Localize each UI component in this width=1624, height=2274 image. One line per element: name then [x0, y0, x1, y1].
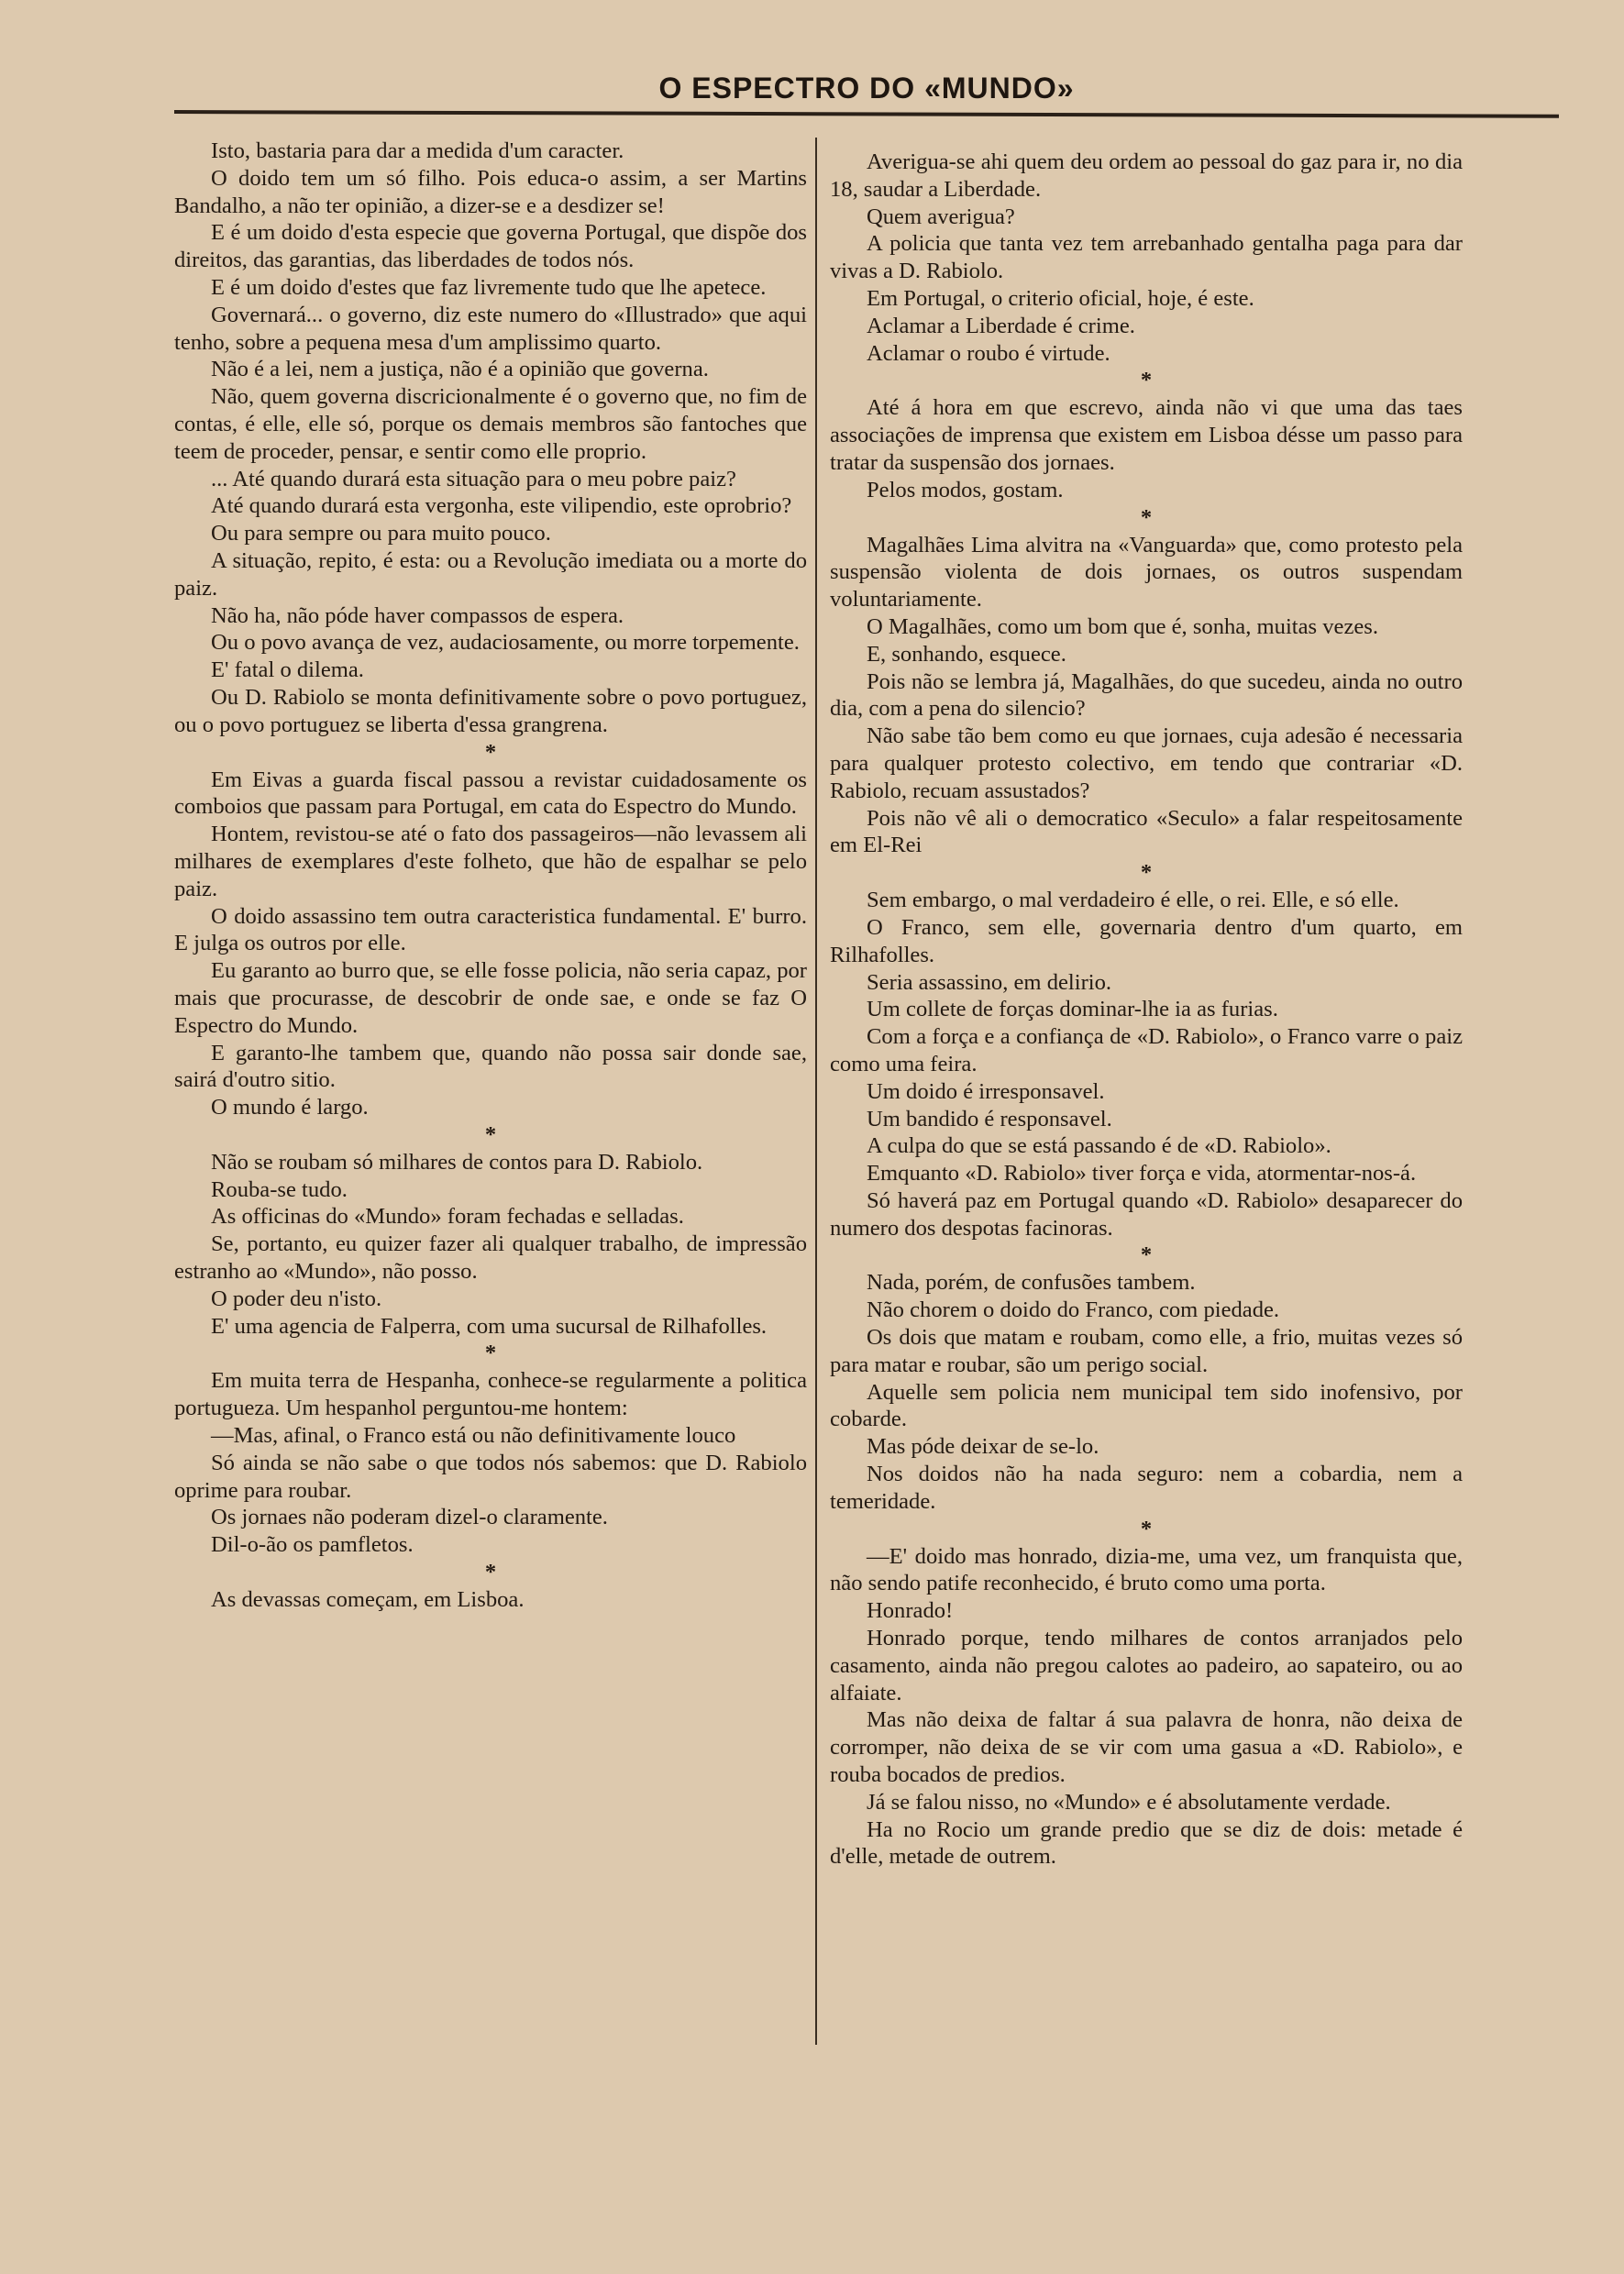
article-paragraph: Nos doidos não ha nada seguro: nem a cobardia, nem a temeridade.: [830, 1462, 1463, 1514]
article-paragraph: ... Até quando durará esta situação para o meu pobre paiz?: [211, 466, 736, 491]
article-paragraph: E é um doido d'estes que faz livremente tudo que lhe apetece.: [211, 274, 767, 300]
right-column: [830, 149, 1463, 1871]
section-separator: *: [484, 1560, 497, 1585]
article-paragraph: Aquelle sem policia nem municipal tem sido inofensivo, por cobarde.: [830, 1379, 1463, 1432]
article-paragraph: Nada, porém, de confusões tambem.: [867, 1270, 1196, 1296]
left-column: [174, 138, 807, 1614]
article-paragraph: Em Eivas a guarda fiscal passou a revistar cuidadosamente os comboios que passam para Portugal, em cata do Espectro do Mundo.: [174, 767, 807, 820]
article-paragraph: Magalhães Lima alvitra na «Vanguarda» que, como protesto pela suspensão violenta de dois jornaes, os outros suspendam voluntariamente.: [830, 532, 1463, 613]
article-paragraph: Eu garanto ao burro que, se elle fosse policia, não seria capaz, por mais que procurasse, de descobrir de onde sae, e onde se faz O Espectro do Mundo.: [174, 958, 807, 1038]
article-paragraph: Um collete de forças dominar-lhe ia as furias.: [867, 997, 1278, 1022]
article-paragraph: O mundo é largo.: [211, 1095, 369, 1120]
section-separator: *: [484, 739, 497, 765]
article-paragraph: As devassas começam, em Lisboa.: [211, 1587, 525, 1613]
section-separator: *: [484, 1121, 497, 1147]
article-paragraph: Aclamar o roubo é virtude.: [867, 340, 1110, 366]
article-paragraph: Sem embargo, o mal verdadeiro é elle, o rei. Elle, e só elle.: [867, 888, 1399, 913]
article-paragraph: Dil-o-ão os pamfletos.: [211, 1532, 414, 1558]
article-paragraph: Só haverá paz em Portugal quando «D. Rabiolo» desaparecer do numero dos despotas facinoras.: [830, 1187, 1463, 1241]
article-paragraph: Até á hora em que escrevo, ainda não vi que uma das taes associações de imprensa que existem em Lisboa désse um passo para tratar da suspensão dos jornaes.: [830, 395, 1463, 475]
page-header-title: O ESPECTRO DO «MUNDO»: [658, 72, 1075, 105]
article-paragraph: Hontem, revistou-se até o fato dos passageiros—não levassem ali milhares de exemplares d'este folheto, que hão de espalhar se pelo paiz.: [174, 822, 807, 901]
article-paragraph: Pois não vê ali o democratico «Seculo» a falar respeitosamente em El-Rei: [830, 805, 1463, 858]
article-paragraph: Ou o povo avança de vez, audaciosamente, ou morre torpemente.: [211, 630, 800, 656]
article-paragraph: Honrado!: [867, 1598, 954, 1624]
article-paragraph: Um doido é irresponsavel.: [867, 1078, 1105, 1104]
article-paragraph: Se, portanto, eu quizer fazer ali qualquer trabalho, de impressão estranho ao «Mundo», não posso.: [174, 1231, 807, 1285]
article-paragraph: Não chorem o doido do Franco, com piedade.: [867, 1297, 1280, 1323]
article-paragraph: Ou para sempre ou para muito pouco.: [211, 521, 551, 546]
section-separator: *: [1140, 504, 1153, 530]
article-paragraph: Os dois que matam e roubam, como elle, a frio, muitas vezes só para matar e roubar, são um perigo social.: [830, 1325, 1463, 1377]
article-paragraph: Não sabe tão bem como eu que jornaes, cuja adesão é necessaria para qualquer protesto colectivo, em tendo que contrariar «D. Rabiolo, recuam assustados?: [830, 723, 1463, 803]
article-paragraph: E, sonhando, esquece.: [867, 641, 1066, 667]
article-paragraph: Mas não deixa de faltar á sua palavra de honra, não deixa de corromper, não deixa de se vir com uma gasua a «D. Rabiolo», e rouba bocados de predios.: [830, 1707, 1463, 1788]
section-separator: *: [1140, 1516, 1153, 1541]
article-paragraph: O poder deu n'isto.: [211, 1286, 382, 1311]
article-paragraph: Mas póde deixar de se-lo.: [867, 1434, 1099, 1460]
article-paragraph: E é um doido d'esta especie que governa Portugal, que dispõe dos direitos, das garantias, das liberdades de todos nós.: [174, 220, 807, 273]
article-paragraph: Já se falou nisso, no «Mundo» e é absolutamente verdade.: [867, 1789, 1391, 1815]
article-paragraph: A situação, repito, é esta: ou a Revolução imediata ou a morte do paiz.: [174, 547, 807, 601]
section-separator: *: [1140, 1242, 1153, 1268]
article-paragraph: Só ainda se não sabe o que todos nós sabemos: que D. Rabiolo oprime para roubar.: [174, 1450, 807, 1503]
article-paragraph: Honrado porque, tendo milhares de contos arranjados pelo casamento, ainda não pregou calotes ao padeiro, ao sapateiro, ou ao alfaiate.: [830, 1626, 1463, 1706]
article-paragraph: Em Portugal, o criterio oficial, hoje, é este.: [867, 285, 1254, 311]
article-paragraph: Rouba-se tudo.: [211, 1176, 348, 1202]
article-paragraph: —Mas, afinal, o Franco está ou não definitivamente louco: [211, 1423, 736, 1449]
article-paragraph: Ou D. Rabiolo se monta definitivamente sobre o povo portuguez, ou o povo portuguez se liberta d'essa grangrena.: [174, 684, 807, 737]
article-paragraph: Aclamar a Liberdade é crime.: [867, 313, 1135, 338]
article-paragraph: Os jornaes não poderam dizel-o claramente.: [211, 1505, 608, 1530]
article-paragraph: Não é a lei, nem a justiça, não é a opinião que governa.: [211, 357, 709, 382]
article-paragraph: O doido assassino tem outra caracteristica fundamental. E' burro. E julga os outros por elle.: [174, 903, 807, 956]
article-paragraph: —E' doido mas honrado, dizia-me, uma vez, um franquista que, não sendo patife reconhecido, é bruto como uma porta.: [830, 1543, 1463, 1596]
article-paragraph: Seria assassino, em delirio.: [867, 969, 1112, 995]
article-paragraph: O Magalhães, como um bom que é, sonha, muitas vezes.: [867, 613, 1379, 639]
header-rule: [174, 110, 1559, 118]
article-paragraph: Ha no Rocio um grande predio que se diz de dois: metade é d'elle, metade de outrem.: [830, 1816, 1463, 1870]
article-paragraph: Até quando durará esta vergonha, este vilipendio, este oprobrio?: [211, 493, 792, 519]
article-paragraph: Um bandido é responsavel.: [867, 1106, 1112, 1131]
article-paragraph: Governará... o governo, diz este numero do «Illustrado» que aqui tenho, sobre a pequena mesa d'um amplissimo quarto.: [174, 302, 807, 355]
article-paragraph: Em muita terra de Hespanha, conhece-se regularmente a politica portugueza. Um hespanhol perguntou-me hontem:: [174, 1368, 807, 1421]
article-paragraph: Não ha, não póde haver compassos de espera.: [211, 602, 624, 628]
section-separator: *: [484, 1341, 497, 1366]
article-paragraph: Pelos modos, gostam.: [867, 477, 1064, 502]
article-paragraph: Não, quem governa discricionalmente é o governo que, no fim de contas, é elle, elle só, porque os demais membros são fantoches que teem de proceder, pensar, e sentir como elle proprio.: [174, 384, 807, 464]
article-paragraph: Averigua-se ahi quem deu ordem ao pessoal do gaz para ir, no dia 18, saudar a Liberdade.: [830, 149, 1463, 202]
article-paragraph: Com a força e a confiança de «D. Rabiolo», o Franco varre o paiz como uma feira.: [830, 1024, 1463, 1076]
article-paragraph: O Franco, sem elle, governaria dentro d'um quarto, em Rilhafolles.: [830, 914, 1463, 967]
article-paragraph: A culpa do que se está passando é de «D. Rabiolo».: [867, 1133, 1331, 1159]
article-paragraph: Isto, bastaria para dar a medida d'um caracter.: [211, 138, 624, 163]
article-paragraph: E garanto-lhe tambem que, quando não possa sair donde sae, sairá d'outro sitio.: [174, 1040, 807, 1093]
article-paragraph: A policia que tanta vez tem arrebanhado gentalha paga para dar vivas a D. Rabiolo.: [830, 231, 1463, 284]
article-paragraph: Pois não se lembra já, Magalhães, do que sucedeu, ainda no outro dia, com a pena do silencio?: [830, 668, 1463, 722]
column-divider: [815, 138, 817, 2045]
article-paragraph: Quem averigua?: [867, 204, 1015, 229]
article-paragraph: E' uma agencia de Falperra, com uma sucursal de Rilhafolles.: [211, 1313, 768, 1339]
article-paragraph: As officinas do «Mundo» foram fechadas e selladas.: [211, 1204, 684, 1230]
article-paragraph: E' fatal o dilema.: [211, 657, 364, 683]
article-paragraph: O doido tem um só filho. Pois educa-o assim, a ser Martins Bandalho, a não ter opinião, a dizer-se e a desdizer se!: [174, 165, 807, 218]
article-paragraph: Emquanto «D. Rabiolo» tiver força e vida, atormentar-nos-á.: [867, 1161, 1417, 1187]
section-separator: *: [1140, 368, 1153, 393]
article-paragraph: Não se roubam só milhares de contos para D. Rabiolo.: [211, 1149, 703, 1175]
section-separator: *: [1140, 860, 1153, 886]
